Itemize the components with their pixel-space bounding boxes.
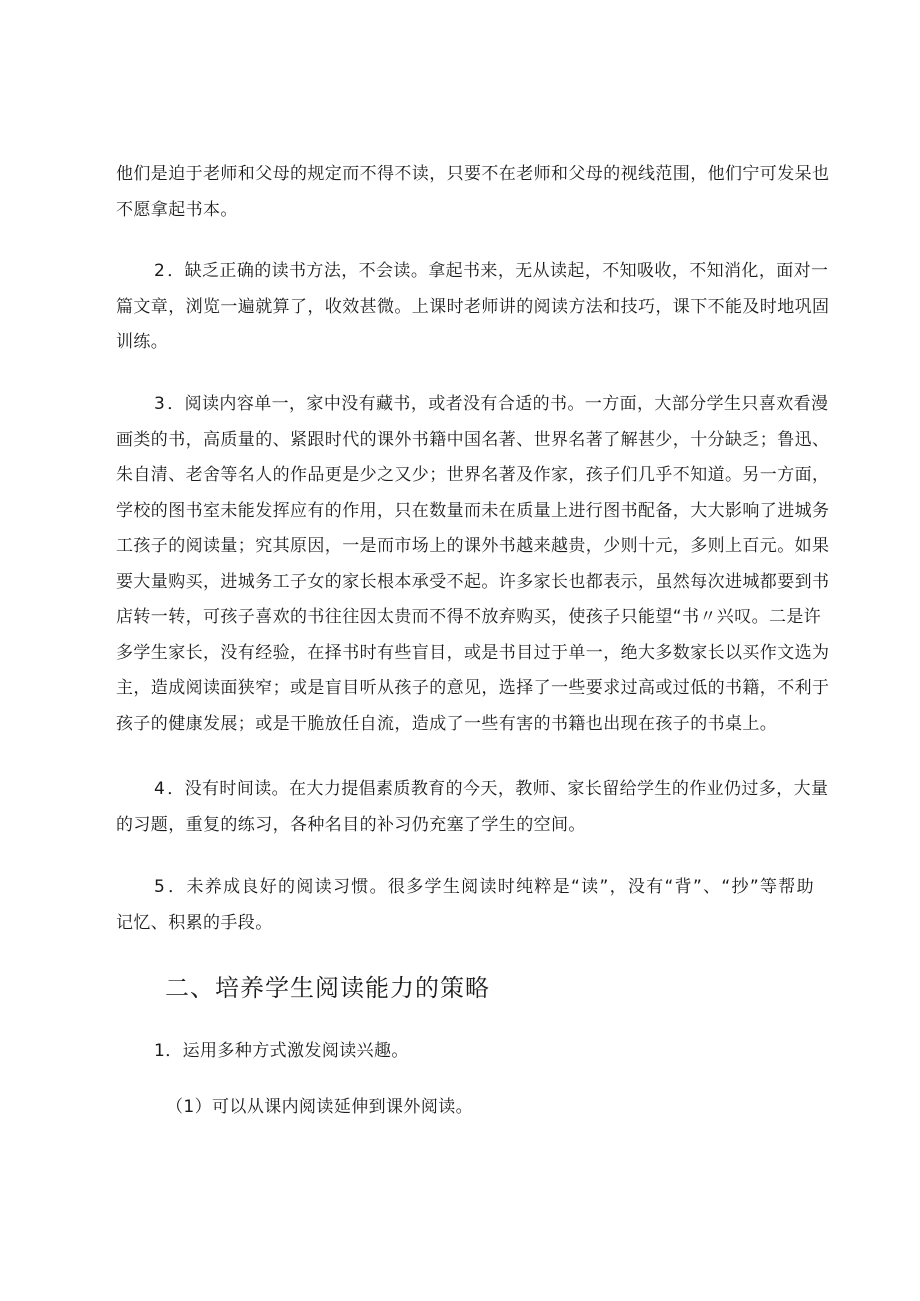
sub-item-1 <box>166 1090 473 1125</box>
text-line: 多学生家长，没有经验，在择书时有些盲目，或是书目过于单一，绝大多数家长以买作文选为 <box>116 642 830 663</box>
item-number: 5 <box>154 877 166 897</box>
text-line: 店转一转，可孩子喜欢的书往往因太贵而不得不放弃购买，使孩子只能望“书〃兴叹。二是许 <box>116 607 822 627</box>
item-number: 1 <box>154 1041 166 1061</box>
paragraph-item-5 <box>116 870 814 941</box>
text-line: 记忆、积累的手段。 <box>116 912 273 933</box>
text-line: 篇文章，浏览一遍就算了，收效甚微。上课时老师讲的阅读方法和技巧，课下不能及时地巩固 <box>116 296 830 317</box>
text-line: 学校的图书室未能发挥应有的作用，只在数量而未在质量上进行图书配备，大大影响了进城务 <box>116 500 830 521</box>
paragraph-continuation <box>116 157 830 228</box>
text-fragment: ．没有时间读。在大力提倡素质教育的今天，教师、家长留给学生的作业仍过多，大量 <box>167 779 829 799</box>
item-number: 2 <box>154 261 166 281</box>
sub-item-number: （1） <box>166 1097 213 1117</box>
text-line-first <box>116 870 814 906</box>
text-line: 他们是迫于老师和父母的规定而不得不读，只要不在老师和父母的视线范围，他们宁可发呆也 <box>116 164 830 184</box>
paragraph-item-4 <box>116 772 829 843</box>
text-fragment: ．缺乏正确的读书方法，不会读。拿起书来，无从读起，不知吸收，不知消化，面对一 <box>167 261 829 281</box>
text-line: 主，造成阅读面狭窄；或是盲目听从孩子的意见，选择了一些要求过高或过低的书籍，不利于 <box>116 678 830 698</box>
text-line: 不愿拿起书本。 <box>116 199 238 220</box>
list-item-1 <box>154 1034 409 1069</box>
text-line-first <box>116 387 829 423</box>
text-line: 要大量购买，进城务工子女的家长根本承受不起。许多家长也都表示，虽然每次进城都要到书 <box>116 571 830 592</box>
text-line-first <box>116 254 829 290</box>
text-line-first <box>116 772 829 808</box>
text-fragment: ．未养成良好的阅读习惯。很多学生阅读时纯粹是“读”，没有“背”、“抄”等帮助 <box>167 877 814 897</box>
text-line: 朱自清、老舍等名人的作品更是少之又少；世界名著及作家，孩子们几乎不知道。另一方面， <box>116 465 830 485</box>
item-number: 4 <box>154 779 166 799</box>
text-line: 工孩子的阅读量；究其原因，一是而市场上的课外书越来越贵，少则十元，多则上百元。如果 <box>116 536 830 556</box>
text-line: 的习题，重复的练习，各种名目的补习仍充塞了学生的空间。 <box>116 814 586 835</box>
text-line: 孩子的健康发展；或是干脆放任自流，造成了一些有害的书籍也出现在孩子的书桌上。 <box>116 713 778 734</box>
item-text: ．运用多种方式激发阅读兴趣。 <box>165 1041 409 1061</box>
text-line: 画类的书，高质量的、紧跟时代的课外书籍中国名著、世界名著了解甚少，十分缺乏；鲁迅、 <box>116 429 830 450</box>
paragraph-item-2 <box>116 254 830 361</box>
paragraph-item-3 <box>116 387 830 742</box>
section-heading: 二、培养学生阅读能力的策略 <box>165 974 490 1002</box>
text-fragment: ．阅读内容单一，家中没有藏书，或者没有合适的书。一方面，大部分学生只喜欢看漫 <box>167 394 829 414</box>
text-line: 训练。 <box>116 332 169 352</box>
sub-item-text: 可以从课内阅读延伸到课外阅读。 <box>212 1097 474 1117</box>
item-number: 3 <box>154 394 166 414</box>
